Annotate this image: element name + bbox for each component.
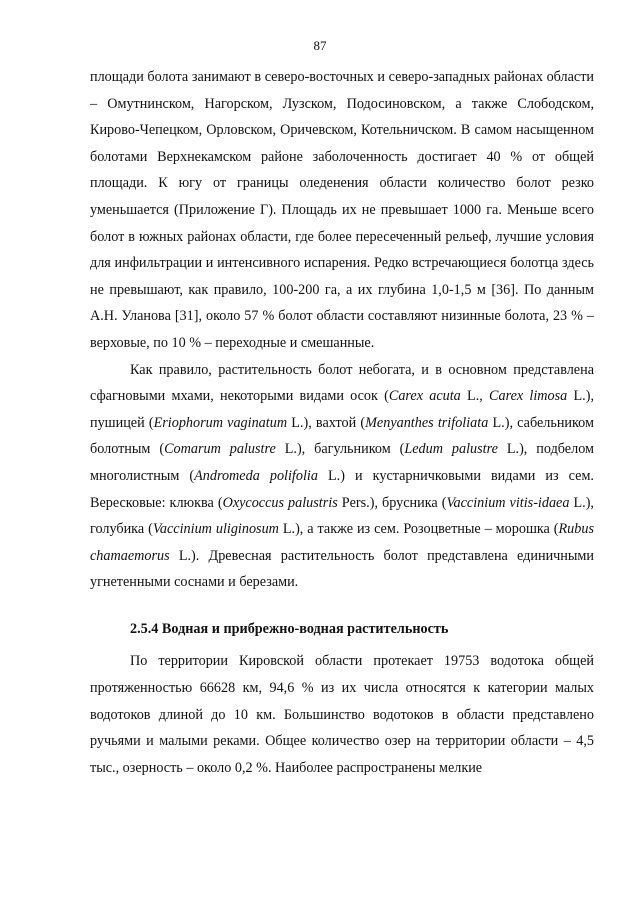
paragraph-bogs-distribution: площади болота занимают в северо-восточных и северо-западных районах области – Омутнинском, Нагорском, Лузском, Подосиновском, а также Слободском, Кирово-Чепецком, Орловском, Оричевском, Котельничском. В самом насыщенном болотами Верхнекамском районе заболоченность достигает 40 % от общей площади. К югу от границы оледенения области количество болот резко уменьшается (Приложение Г). Площадь их не превышает 1000 га. Меньше всего болот в южных районах области, где более пересеченный рельеф, лучшие условия для инфильтрации и интенсивного испарения. Редко встречающиеся болотца здесь не превышают, как правило, 100-200 га, а их глубина 1,0-1,5 м [36]. По данным А.Н. Уланова [31], около 57 % болот области составляют низинные болота, 23 % – верховые, по 10 % – переходные и смешанные. — [90, 69, 594, 351]
paragraph-watercourses: По территории Кировской области протекает 19753 водотока общей протяженностью 66628 км, 94,6 % из их числа относятся к категории малых водотоков длиной до 10 км. Большинство водотоков в области представлено ручьями и малыми реками. Общее количество озер на территории области – 4,5 тыс., озерность – около 0,2 %. Наиболее распространены мелкие — [90, 653, 594, 776]
page-number: 87 — [313, 38, 327, 53]
latin-name: Eriophorum vaginatum — [153, 414, 288, 431]
latin-name: Ledum palustre — [404, 441, 498, 458]
latin-name: Vaccinium vitis-idaea — [446, 494, 570, 511]
latin-name: Carex limosa — [489, 388, 568, 405]
paragraph-bog-vegetation: Как правило, растительность болот небогата, и в основном представлена сфагновыми мхами, некоторыми видами осок (Carex acuta L., Carex limosa L.), пушицей (Eriophorum vaginatum L.), вахтой (Menyanthes trifoliata L.), сабельником болотным (Comarum palustre L.), багульником (Ledum palustre L.), подбелом многолистным (Andromeda polifolia L.) и кустарничковыми видами из сем. Вересковые: клюква (Oxycoccus palustris Pers.), брусника (Vaccinium vitis-idaea L.), голубика (Vaccinium uliginosum L.), а также из сем. Розоцветные – морошка (Rubus chamaemorus L.). Древесная растительность болот представлена единичными угнетенными соснами и березами. — [90, 361, 594, 591]
latin-name: Vaccinium uliginosum — [152, 521, 279, 538]
latin-name: Andromeda polifolia — [194, 467, 318, 484]
page-body — [90, 64, 594, 781]
section-heading: 2.5.4 Водная и прибрежно-водная растительность — [130, 620, 449, 637]
latin-name: Rubus chamaemorus — [90, 521, 594, 564]
latin-name: Comarum palustre — [164, 441, 276, 458]
latin-name: Oxycoccus palustris — [222, 494, 338, 511]
latin-name: Carex acuta — [388, 388, 461, 405]
latin-name: Menyanthes trifoliata — [365, 414, 489, 431]
